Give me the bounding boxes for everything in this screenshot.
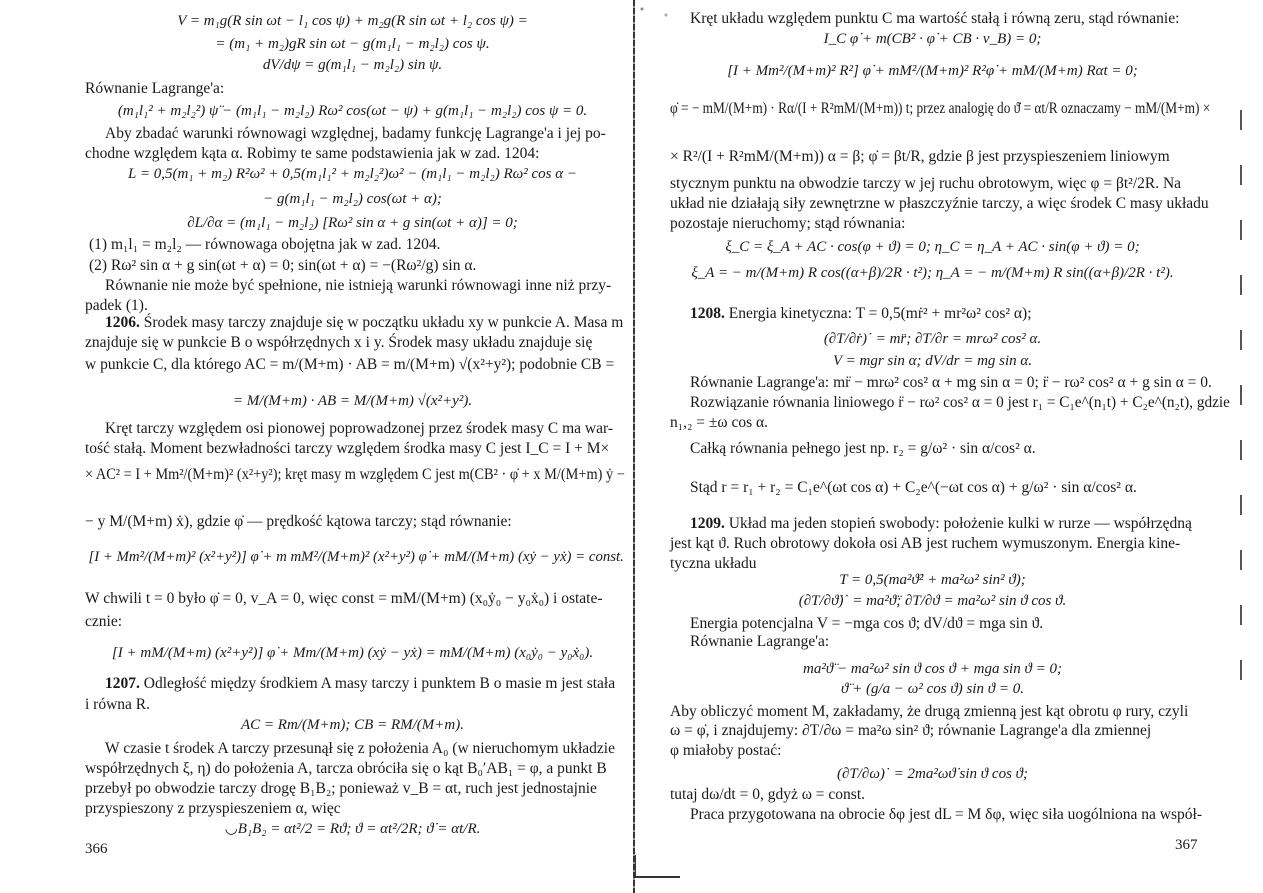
equation-line: ξ_C = ξ_A + AC · cos(φ + ϑ) = 0; η_C = η_A + AC · sin(φ + ϑ) = 0; (725, 239, 1140, 255)
text-line: i równa R. (85, 696, 151, 713)
text-line: Kręt tarczy względem osi pionowej poprowadzonej przez środek masy C ma war- (105, 420, 613, 437)
text-line: × AC² = I + Mm²/(M+m)² (x²+y²); kręt masy m względem C jest m(CB² · φ̇ + x M/(M+m) ẏ − (85, 466, 625, 483)
equation-line: L = 0,5(m₁ + m₂) R²ω² + 0,5(m₁l₁² + m₂l₂²)ω² − (m₁l₁ − m₂l₂) Rω² cos α − (128, 166, 577, 182)
text-line: współrzędnych ξ, η) do położenia A, tarcza obróciła się o kąt B₀′AB₁ = φ, a punkt B (85, 760, 607, 777)
text-line: pozostaje nieruchomy; stąd równania: (670, 215, 906, 232)
equation-line: (∂T/∂ω)˙ = 2ma²ωϑ̇ sin ϑ cos ϑ; (836, 766, 1029, 782)
text-line: Równanie Lagrange'a: mr̈ − mrω² cos² α + mg sin α = 0; r̈ − rω² cos² α + g sin α = 0. (690, 374, 1212, 391)
text-line: znajduje się w punkcie B o współrzędnych x i y. Środek masy układu znajduje się (85, 334, 593, 351)
equation-line: dV/dψ = g(m₁l₁ − m₂l₂) sin ψ. (262, 57, 443, 73)
text-line: ω = φ̇, i znajdujemy: ∂T/∂ω = ma²ω sin² ϑ; równanie Lagrange'a dla zmiennej (670, 722, 1152, 739)
equation-line: = (m₁ + m₂)gR sin ωt − g(m₁l₁ − m₂l₂) cos ψ. (215, 36, 490, 52)
text-line: φ miałoby postać: (670, 742, 782, 759)
text-line: Energia potencjalna V = −mga cos ϑ; dV/dϑ = mga sin ϑ. (690, 615, 1044, 632)
text-line: jest kąt ϑ. Ruch obrotowy dokoła osi AB jest ruchem wymuszonym. Energia kine- (670, 535, 1181, 552)
equation-line: (∂T/∂ṙ)˙ = mr̈; ∂T/∂r = mrω² cos² α. (823, 331, 1042, 347)
text-line: padek (1). (85, 297, 148, 314)
text-line: w punkcie C, dla którego AC = m/(M+m) · AB = m/(M+m) √(x²+y²); podobnie CB = (85, 356, 615, 373)
text-line: (1) m₁l₁ = m₂l₂ — równowaga obojętna jak w zad. 1204. (89, 236, 441, 253)
text-line: − y M/(M+m) ẋ), gdzie φ̇ — prędkość kątowa tarczy; stąd równanie: (85, 513, 512, 530)
crop-mark (635, 855, 636, 877)
equation-line: [I + Mm²/(M+m)² (x²+y²)] φ̇ + m mM²/(M+m)² (x²+y²) φ̇ + mM/(M+m) (xẏ − yẋ) = const. (88, 549, 624, 565)
text-line: Praca przygotowana na obrocie δφ jest dL = M δφ, więc siła uogólniona na współ- (690, 806, 1202, 823)
equation-line: T = 0,5(ma²ϑ̇² + ma²ω² sin² ϑ); (839, 572, 1026, 588)
text-line: Równanie Lagrange'a: (85, 80, 225, 97)
equation-line: = M/(M+m) · AB = M/(M+m) √(x²+y²). (232, 393, 473, 409)
page-number: 367 (1175, 837, 1198, 853)
text-line: W czasie t środek A tarczy przesunął się z położenia A₀ (w nieruchomym układzie (105, 740, 615, 757)
scan-noise (630, 0, 690, 30)
text-line: n₁,₂ = ±ω cos α. (670, 414, 769, 431)
paragraph-text: Środek masy tarczy znajduje się w początku układu xy w punkcie A. Masa m (139, 314, 624, 331)
text-line: Równanie nie może być spełnione, nie istnieją warunki równowagi inne niż przy- (105, 277, 612, 294)
equation-line: ∂L/∂α = (m₁l₁ − m₂l₂) [Rω² sin α + g sin(ωt + α)] = 0; (187, 215, 518, 231)
text-line: stycznym punktu na obwodzie tarczy w jej ruchu obrotowym, więc φ = βt²/2R. Na (670, 175, 1182, 192)
left-page (0, 0, 630, 893)
text-line: chodne względem kąta α. Robimy te same podstawienia jak w zad. 1204: (85, 145, 540, 162)
equation-line: [I + mM/(M+m) (x²+y²)] φ̇ + Mm/(M+m) (xẏ − yẋ) = mM/(M+m) (x₀ẏ₀ − y₀ẋ₀). (111, 645, 594, 661)
text-line: (2) Rω² sin α + g sin(ωt + α) = 0; sin(ωt + α) = −(Rω²/g) sin α. (89, 257, 477, 274)
page-edge-marks (1240, 100, 1242, 680)
equation-line: V = m₁g(R sin ωt − l₁ cos ψ) + m₂g(R sin ωt + l₂ cos ψ) = (177, 13, 528, 29)
problem-number: 1208. (690, 305, 725, 322)
equation-line: − g(m₁l₁ − m₂l₂) cos(ωt + α); (263, 191, 442, 207)
page-gutter (633, 0, 635, 893)
paragraph-text: Układ ma jeden stopień swobody: położenie kulki w rurze — współrzędną (724, 515, 1192, 532)
page-number: 366 (85, 841, 108, 857)
problem-paragraph-start (105, 314, 623, 332)
text-line: Stąd r = r₁ + r₂ = C₁e^(ωt cos α) + C₂e^(−ωt cos α) + g/ω² · sin α/cos² α. (690, 479, 1137, 496)
right-page (633, 0, 1263, 893)
text-line: Kręt układu względem punktu C ma wartość stałą i równą zeru, stąd równanie: (690, 10, 1180, 27)
text-line: Równanie Lagrange'a: (690, 633, 830, 650)
equation-line: ma²ϑ̈ − ma²ω² sin ϑ cos ϑ + mga sin ϑ = 0; (803, 661, 1062, 677)
text-line: tyczna układu (670, 555, 757, 572)
text-line: × R²/(I + R²mM/(M+m)) α = β; φ̇ = βt/R, gdzie β jest przyspieszeniem liniowym (670, 148, 1170, 165)
text-line: przyspieszony z przyspieszeniem α, więc (85, 800, 341, 817)
equation-line: ξ_A = − m/(M+m) R cos((α+β)/2R · t²); η_A = − m/(M+m) R sin((α+β)/2R · t²). (691, 265, 1174, 281)
equation-line: I_C φ̇ + m(CB² · φ̇ + CB · v_B) = 0; (823, 31, 1042, 47)
equation-line: ◡B₁B₂ = αt²/2 = Rϑ; ϑ = αt²/2R; ϑ̇ = αt/R. (224, 821, 481, 837)
text-line: Aby zbadać warunki równowagi względnej, badamy funkcję Lagrange'a i jej po- (105, 125, 606, 142)
problem-paragraph-start (105, 675, 615, 693)
text-line: tutaj dω/dt = 0, gdyż ω = const. (670, 786, 866, 803)
text-line: przebył po obwodzie tarczy drogę B₁B₂; ponieważ v_B = αt, ruch jest jednostajnie (85, 780, 597, 797)
text-line: układ nie działają siły zewnętrzne w płaszczyźnie tarczy, a więc środek C masy układu (670, 195, 1209, 212)
text-line: W chwili t = 0 było φ̇ = 0, v_A = 0, więc const = mM/(M+m) (x₀ẏ₀ − y₀ẋ₀) i ostate- (85, 590, 603, 607)
problem-paragraph-start (690, 515, 1192, 533)
equation-line: V = mgr sin α; dV/dr = mg sin α. (832, 353, 1033, 369)
problem-paragraph-start (690, 305, 1032, 323)
text-line: Rozwiązanie równania liniowego r̈ − rω² cos² α = 0 jest r₁ = C₁e^(n₁t) + C₂e^(n₂t), gdzie (690, 394, 1230, 411)
problem-number: 1207. (105, 675, 140, 692)
problem-number: 1209. (690, 515, 725, 532)
equation-line: (m₁l₁² + m₂l₂²) ψ̈ − (m₁l₁ − m₂l₂) Rω² cos(ωt − ψ) + g(m₁l₁ − m₂l₂) cos ψ = 0. (117, 103, 588, 119)
equation-line: AC = Rm/(M+m); CB = RM/(M+m). (241, 717, 464, 733)
equation-line: ϑ̈ + (g/a − ω² cos ϑ) sin ϑ = 0. (841, 681, 1024, 697)
text-line: φ̇ = − mM/(M+m) · Rα/(I + R²mM/(M+m)) t; przez analogię do ϑ̇ = αt/R oznaczamy − mM/(M+m) × (670, 100, 1211, 117)
equation-line: (∂T/∂ϑ̇)˙ = ma²ϑ̈; ∂T/∂ϑ = ma²ω² sin ϑ cos ϑ. (798, 593, 1067, 609)
text-line: tość stałą. Moment bezwładności tarczy względem środka masy C jest I_C = I + M× (85, 440, 610, 457)
text-line: cznie: (85, 613, 123, 630)
problem-number: 1206. (105, 314, 140, 331)
text-line: Aby obliczyć moment M, zakładamy, że drugą zmienną jest kąt obrotu φ rury, czyli (670, 703, 1189, 720)
text-line: Całką równania pełnego jest np. r₂ = g/ω² · sin α/cos² α. (690, 440, 1036, 457)
paragraph-text: Energia kinetyczna: T = 0,5(mṙ² + mr²ω² cos² α); (724, 305, 1032, 322)
equation-line: [I + Mm²/(M+m)² R²] φ̇ + mM²/(M+m)² R²φ̇ + mM/(M+m) Rαt = 0; (727, 63, 1138, 79)
crop-mark (635, 876, 680, 878)
paragraph-text: Odległość między środkiem A masy tarczy i punktem B o masie m jest stała (139, 675, 616, 692)
